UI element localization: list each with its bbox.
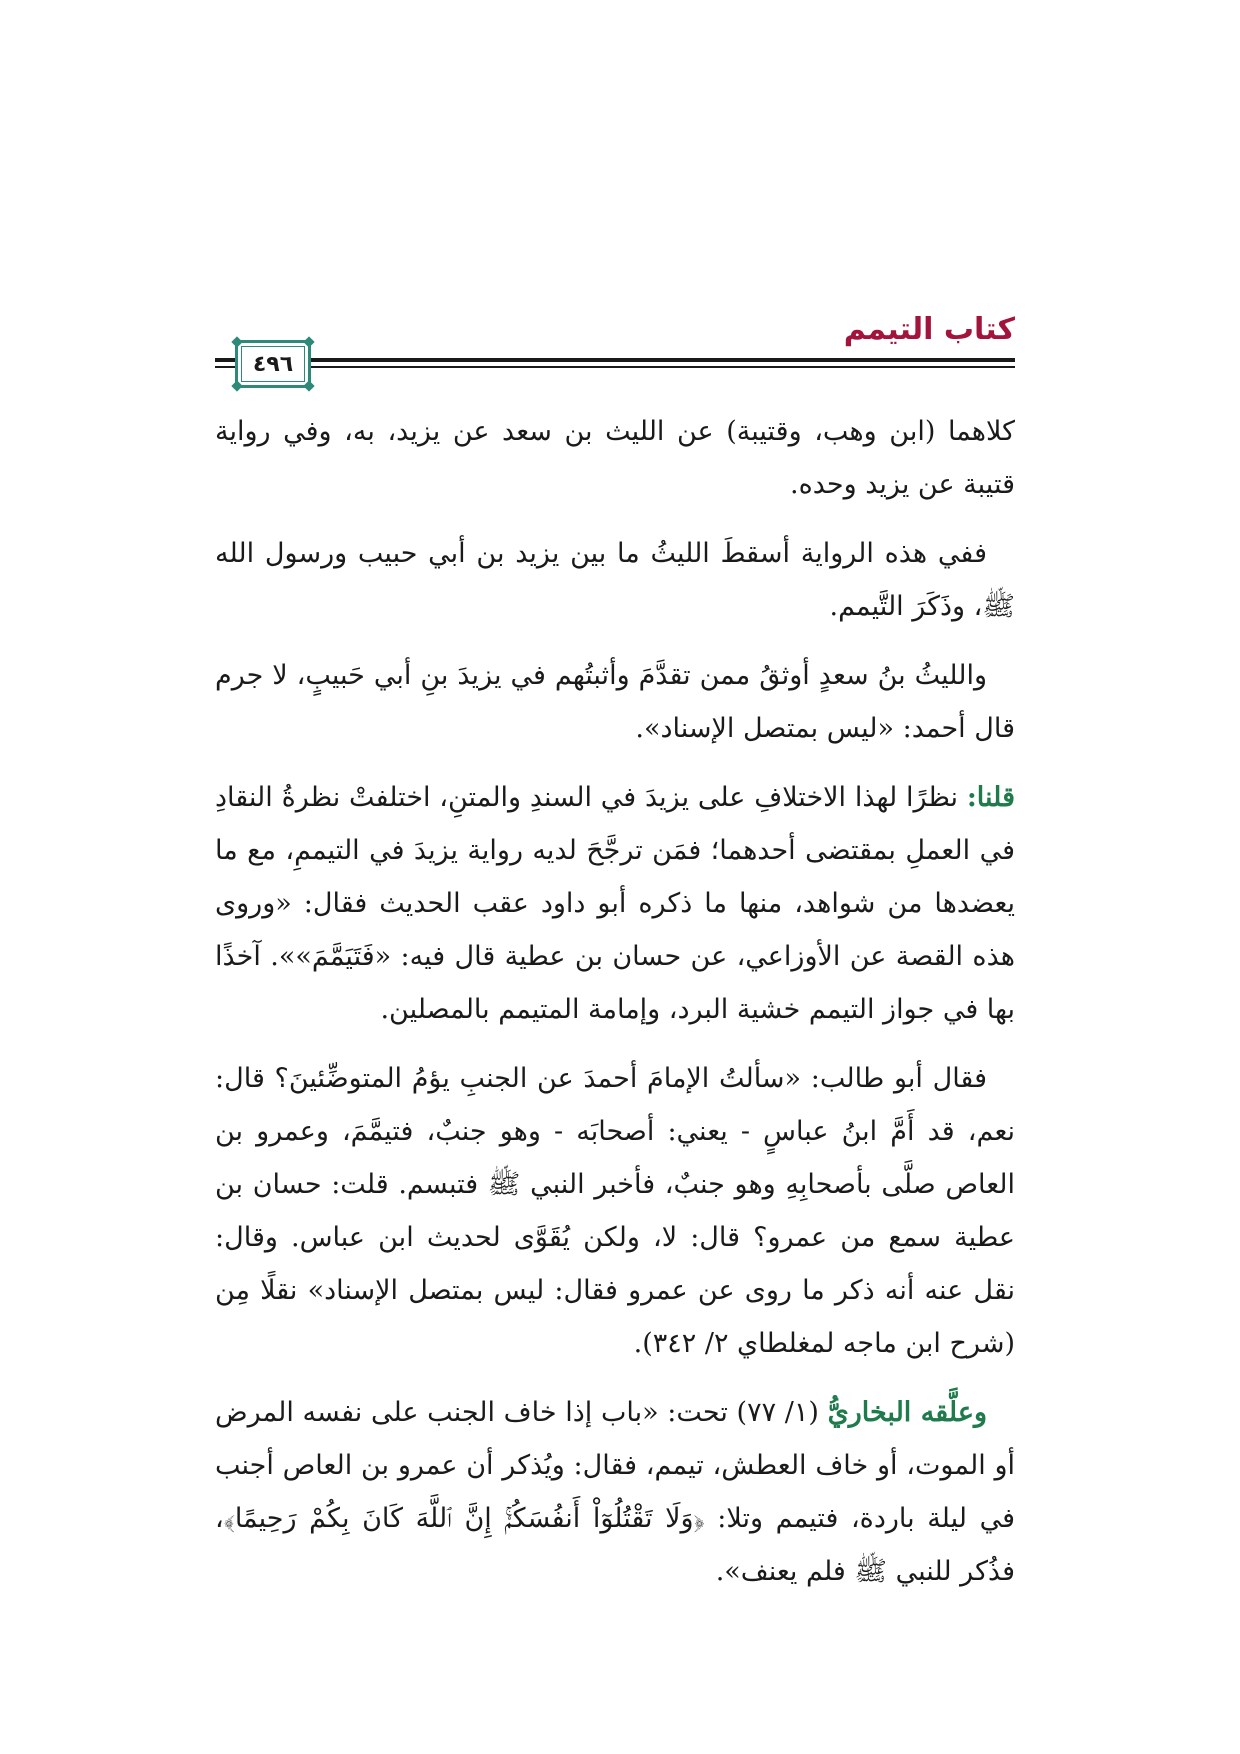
page-number: ٤٩٦ [252,351,294,377]
paragraph-lead: قلنا: [966,782,1015,813]
header-rule-thin [215,366,1015,368]
ornament-icon [231,336,242,347]
page-header [215,310,1015,390]
paragraph-text: (١/ ٧٧) تحت: «باب إذا خاف الجنب على نفسه المرض أو الموت، أو خاف العطش، تيمم، فقال: ويُذكر أن عمرو بن العاص أجنب في ليلة باردة، فتيمم وتلا: ﴿وَلَا تَقْتُلُوٓاْ أَنفُسَكُمْۚ إِنَّ ٱللَّهَ كَانَ بِكُمْ رَحِيمًا﴾، فذُكر للنبي ﷺ فلم يعنف». [215,1397,1015,1587]
book-title: كتاب التيمم [843,312,1015,347]
paragraph-5 [215,1052,1015,1370]
body-text [215,405,1015,1614]
paragraph-text: كلاهما (ابن وهب، وقتيبة) عن الليث بن سعد عن يزيد، به، وفي رواية قتيبة عن يزيد وحده. [215,416,1015,500]
page-number-badge [235,340,311,388]
paragraph-text: والليثُ بنُ سعدٍ أوثقُ ممن تقدَّمَ وأثبتُهم في يزيدَ بنِ أبي حَبيبٍ، لا جرم قال أحمد: «ليس بمتصل الإسناد». [215,660,1015,744]
paragraph-6 [215,1386,1015,1598]
ornament-icon [303,336,314,347]
ornament-icon [303,380,314,391]
ornament-icon [231,380,242,391]
paragraph-3 [215,649,1015,755]
paragraph-4 [215,771,1015,1036]
paragraph-text: نظرًا لهذا الاختلافِ على يزيدَ في السندِ والمتنِ، اختلفتْ نظرةُ النقادِ في العملِ بمقتضى أحدهما؛ فمَن ترجَّحَ لديه رواية يزيدَ في التيممِ، مع ما يعضدها من شواهد، منها ما ذكره أبو داود عقب الحديث فقال: «وروى هذه القصة عن الأوزاعي، عن حسان بن عطية قال فيه: «فَتَيَمَّمَ»». آخذًا بها في جواز التيمم خشية البرد، وإمامة المتيمم بالمصلين. [215,782,1015,1025]
paragraph-1 [215,405,1015,511]
paragraph-text: فقال أبو طالب: «سألتُ الإمامَ أحمدَ عن الجنبِ يؤمُ المتوضِّئينَ؟ قال: نعم، قد أَمَّ ابنُ عباسٍ - يعني: أصحابَه - وهو جنبٌ، فتيمَّمَ، وعمرو بن العاص صلَّى بأصحابِهِ وهو جنبٌ، فأخبر النبي ﷺ فتبسم. قلت: حسان بن عطية سمع من عمرو؟ قال: لا، ولكن يُقَوَّى لحديث ابن عباس. وقال: نقل عنه أنه ذكر ما روى عن عمرو فقال: ليس بمتصل الإسناد» نقلًا مِن (شرح ابن ماجه لمغلطاي ٢/ ٣٤٢). [215,1063,1015,1359]
paragraph-text: ففي هذه الرواية أسقطَ الليثُ ما بين يزيد بن أبي حبيب ورسول الله ﷺ، وذَكَرَ التَّيمم. [215,538,1015,622]
paragraph-lead: وعلَّقه البخاريُّ [827,1397,988,1428]
paragraph-2 [215,527,1015,633]
header-rule-thick [215,358,1015,362]
